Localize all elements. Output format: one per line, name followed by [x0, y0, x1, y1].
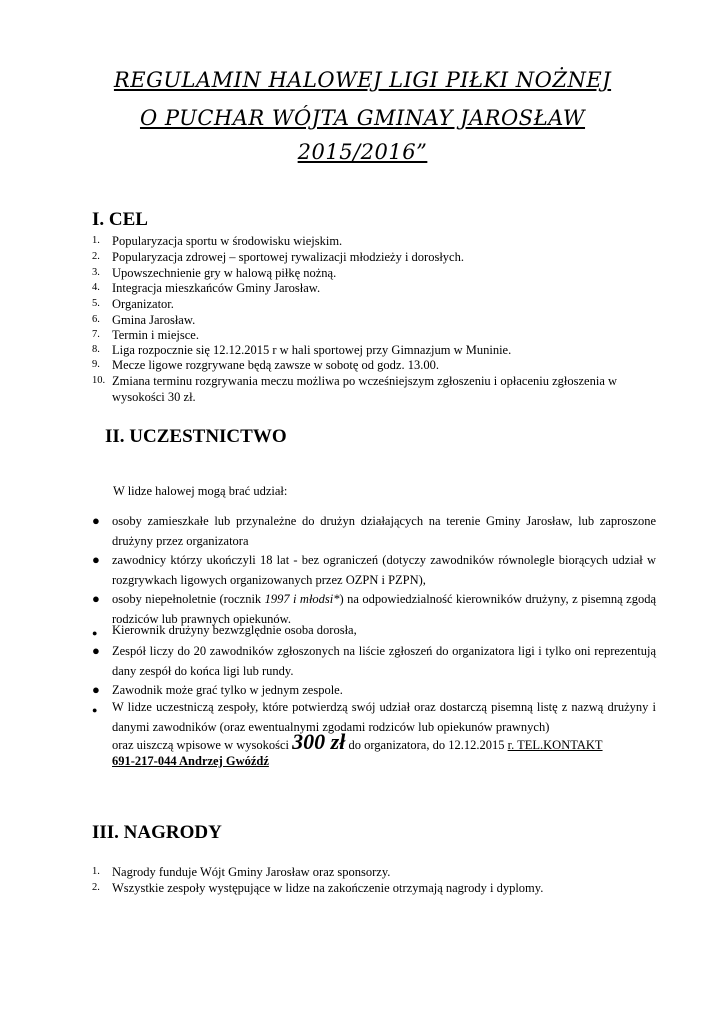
title-line-1: REGULAMIN HALOWEJ LIGI PIŁKI NOŻNEJ [113, 68, 612, 92]
text-run: do organizatora, do 12.12.2015 [345, 738, 508, 752]
list-text: Kierownik drużyny bezwzględnie osoba dorosła, [112, 623, 357, 637]
list-text: Mecze ligowe rozgrywane będą zawsze w sobotę od godz. 13.00. [112, 358, 439, 372]
list-text: Nagrody funduje Wójt Gminy Jarosław oraz sponsorzy. [112, 865, 391, 879]
list-text: zawodnicy którzy ukończyli 18 lat - bez ograniczeń (dotyczy zawodników równolegle biorących udział w rozgrywkach ligowych organizowanych przez OZPN i PZPN), [112, 553, 656, 587]
list-text: W lidze uczestniczą zespoły, które potwierdzą swój udział oraz dostarczą pisemną listę z nazwą drużyny i danymi zawodników (oraz ewentualnymi zgodami rodziców lub opiekunów prawnych) [112, 700, 656, 734]
contact-phone: 691-217-044 Andrzej Gwóźdź [112, 754, 269, 768]
list-text: Organizator. [112, 297, 174, 311]
fee-amount: 300 zł [292, 729, 346, 754]
list-number: 2. [92, 251, 100, 262]
bullet-icon: ● [92, 643, 100, 658]
text-run: oraz uiszczą wpisowe w wysokości [112, 738, 293, 752]
bullet-icon: ● [92, 682, 100, 697]
bullet-icon: ● [92, 628, 98, 638]
list-number: 9. [92, 359, 100, 370]
section-1-heading: I. CEL [92, 209, 148, 230]
list-number: 5. [92, 298, 100, 309]
text-run: ) na odpowiedzialność kierowników drużyny, z pisemną zgodą rodziców lub prawnych opiekunów. [112, 592, 656, 626]
list-number: 4. [92, 282, 100, 293]
fee-line [112, 729, 657, 755]
contact-label: r. TEL.KONTAKT [507, 738, 603, 752]
list-text: Zmiana terminu rozgrywania meczu możliwa po wcześniejszym zgłoszeniu i opłaceniu zgłoszenia w wysokości 30 zł. [112, 374, 618, 404]
list-text: Termin i miejsce. [112, 328, 199, 342]
list-text: Popularyzacja zdrowej – sportowej rywalizacji młodzieży i dorosłych. [112, 250, 464, 264]
section-2-intro: W lidze halowej mogą brać udział: [113, 484, 288, 498]
bullet-icon: ● [92, 705, 98, 715]
section-2-heading: II. UCZESTNICTWO [105, 426, 287, 447]
list-text: Integracja mieszkańców Gminy Jarosław. [112, 281, 321, 295]
title-line-3: 2015/2016” [297, 140, 428, 164]
list-text: osoby zamieszkałe lub przynależne do drużyn działających na terenie Gminy Jarosław, lub zaproszone drużyny przez organizatora [112, 514, 656, 548]
text-run: osoby niepełnoletnie (rocznik [112, 592, 265, 606]
text-run-italic: 1997 i młodsi* [264, 592, 340, 606]
title-line-2: O PUCHAR WÓJTA GMINAY JAROSŁAW [139, 106, 586, 130]
bullet-icon: ● [92, 591, 100, 606]
list-number: 8. [92, 344, 100, 355]
list-number: 6. [92, 314, 100, 325]
list-text: Liga rozpocznie się 12.12.2015 r w hali sportowej przy Gimnazjum w Muninie. [112, 343, 512, 357]
list-number: 3. [92, 267, 100, 278]
section-3-heading: III. NAGRODY [92, 822, 222, 843]
list-text: Wszystkie zespoły występujące w lidze na zakończenie otrzymają nagrody i dyplomy. [112, 881, 544, 895]
bullet-icon: ● [92, 513, 100, 528]
list-text: Gmina Jarosław. [112, 313, 196, 327]
list-number: 7. [92, 329, 100, 340]
list-number: 10. [92, 375, 106, 386]
list-text: Zawodnik może grać tylko w jednym zespole. [112, 683, 343, 697]
list-text: Popularyzacja sportu w środowisku wiejskim. [112, 234, 343, 248]
list-number: 1. [92, 235, 100, 246]
list-number: 2. [92, 882, 100, 893]
list-text: Zespół liczy do 20 zawodników zgłoszonych na liście zgłoszeń do organizatora ligi i tylko oni reprezentują dany zespół do końca ligi lub rundy. [112, 644, 656, 678]
bullet-icon: ● [92, 552, 100, 567]
list-number: 1. [92, 866, 100, 877]
list-text: Upowszechnienie gry w halową piłkę nożną. [112, 266, 337, 280]
